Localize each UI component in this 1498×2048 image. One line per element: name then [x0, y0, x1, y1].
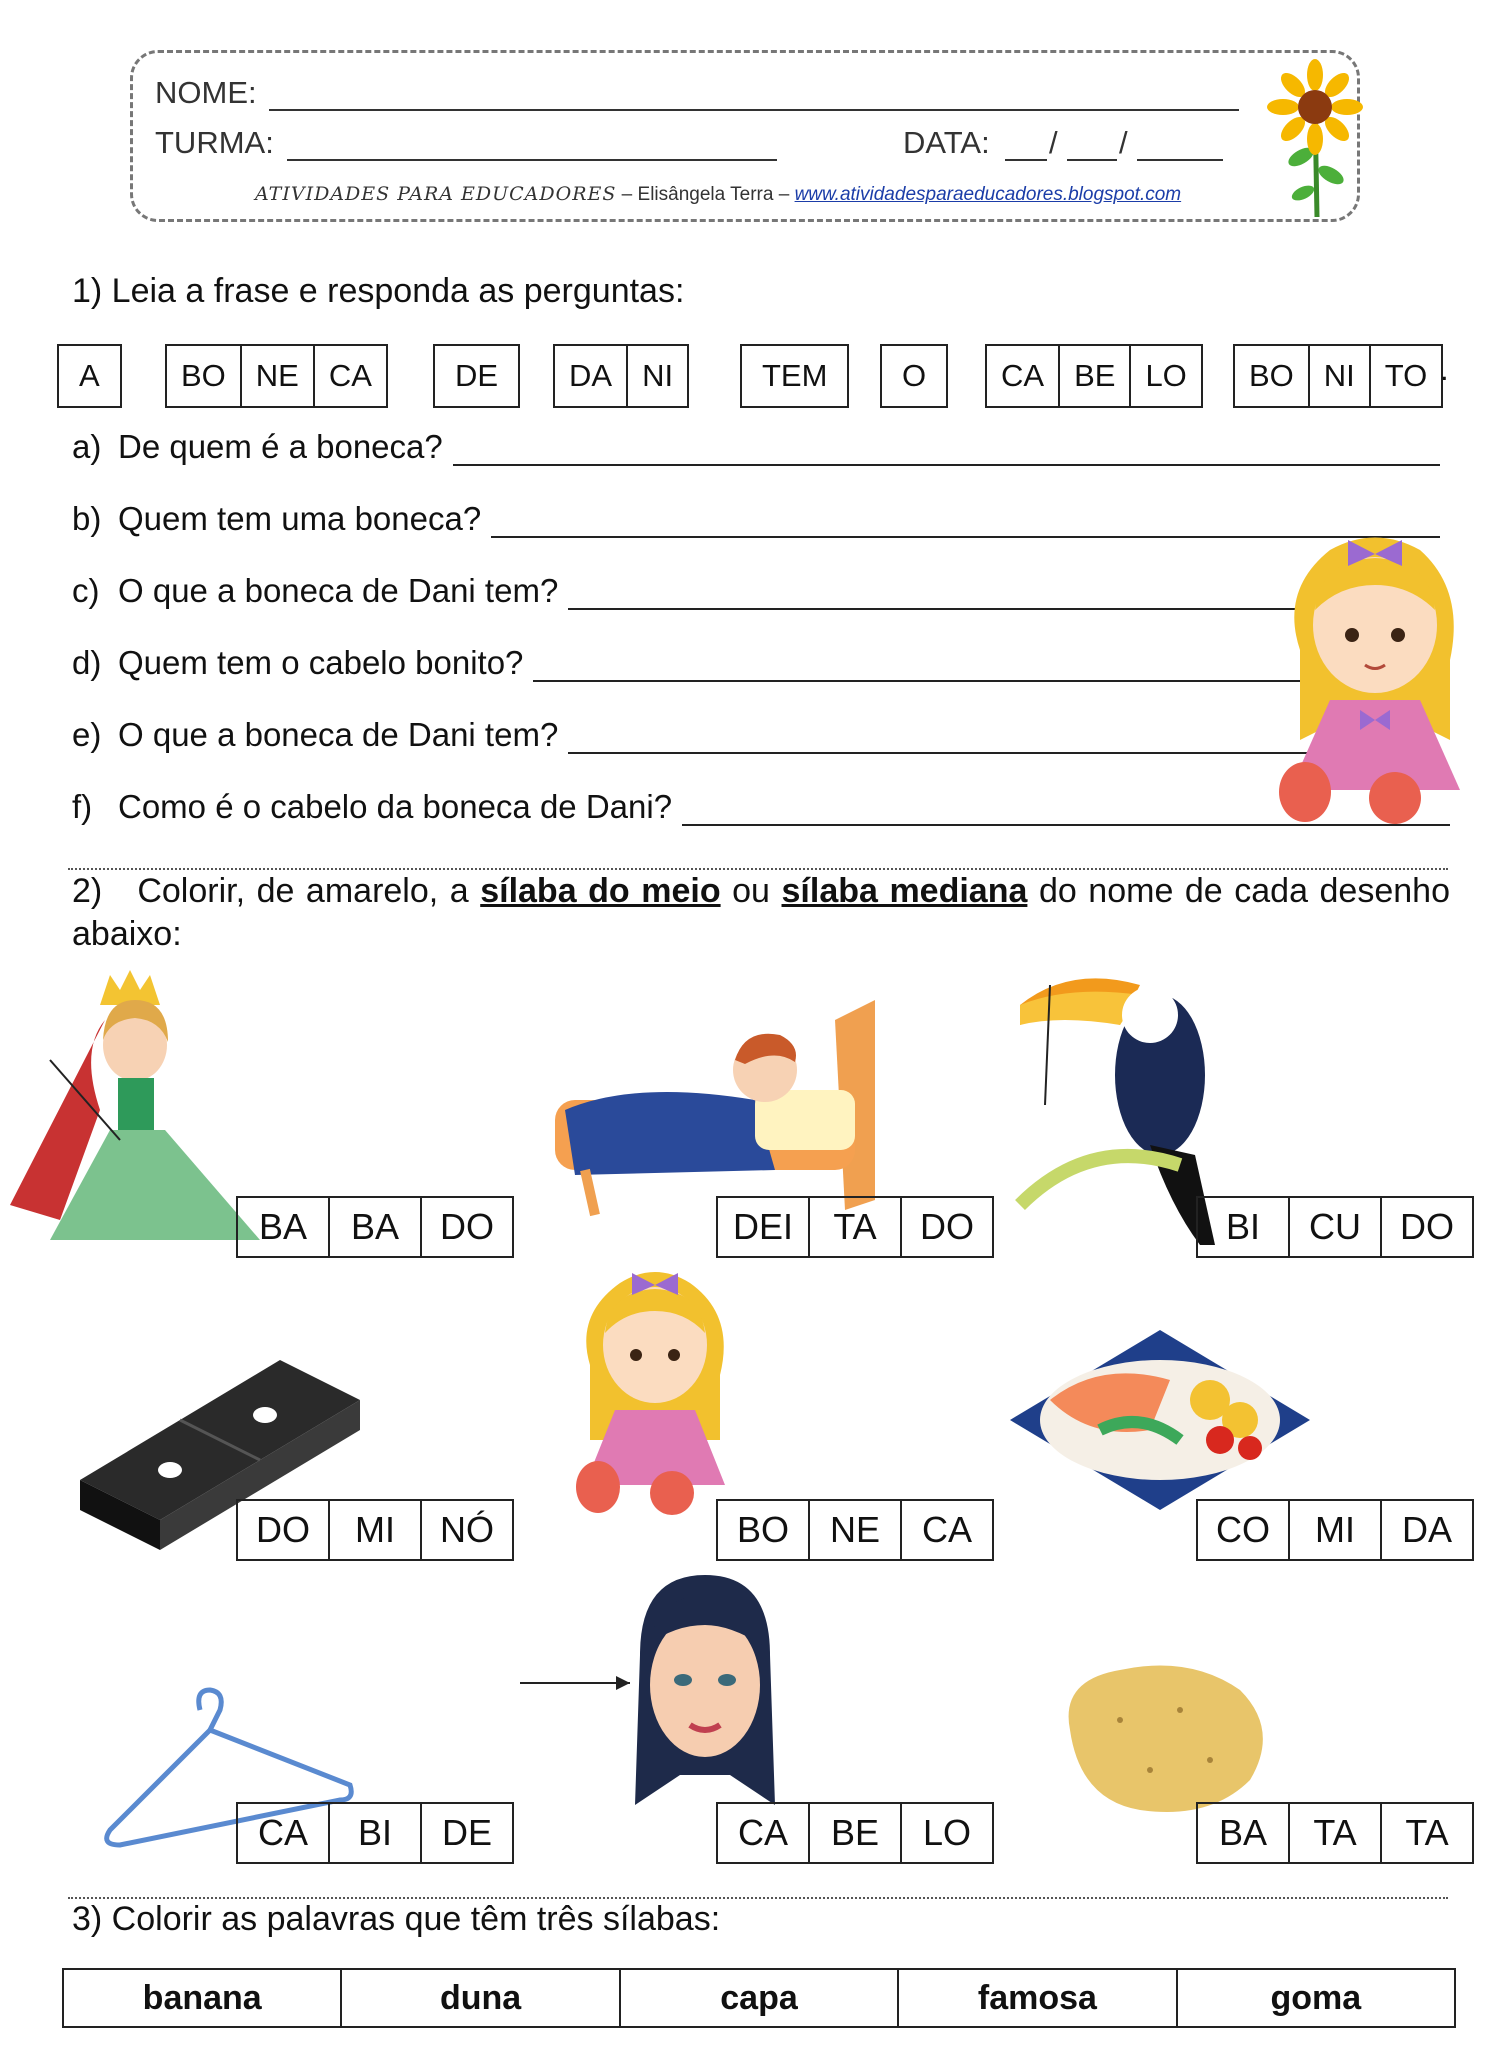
hanger-syllable-box [236, 1802, 514, 1864]
syllable-cell[interactable]: BA [258, 1206, 308, 1247]
syllable-cell: A [79, 358, 100, 393]
syllable-cell[interactable]: BI [328, 1804, 420, 1862]
question-text: De quem é a boneca? [118, 428, 443, 465]
syllable-cell: DE [455, 358, 499, 393]
data-sep: / [1049, 125, 1058, 160]
syllable-cell: O [902, 358, 927, 393]
answer-line[interactable] [682, 824, 1450, 826]
doll-icon [1260, 530, 1490, 820]
turma-field[interactable] [287, 159, 777, 161]
header-box [130, 50, 1360, 222]
credit-link[interactable]: www.atividadesparaeducadores.blogspot.com [794, 184, 1182, 205]
doll-icon [560, 1265, 750, 1515]
doll-syllable-box [716, 1499, 994, 1561]
word-cell[interactable]: famosa [897, 1970, 1175, 2026]
question-text: O que a boneca de Dani tem? [118, 716, 559, 753]
syllable-cell: CA [313, 346, 386, 406]
domino-syllable-box [236, 1499, 514, 1561]
question-row [72, 428, 443, 466]
syllable-cell[interactable]: DE [420, 1804, 512, 1862]
princess-syllable-box [236, 1196, 514, 1258]
syllable-group [740, 344, 849, 408]
syllable-cell[interactable]: MI [328, 1501, 420, 1559]
q3-title: 3) Colorir as palavras que têm três sílabas: [72, 1900, 721, 1938]
word-cell[interactable]: goma [1176, 1970, 1454, 2026]
question-row [72, 644, 523, 682]
answer-line[interactable] [453, 464, 1440, 466]
syllable-cell[interactable]: BA [328, 1198, 420, 1256]
answer-line[interactable] [568, 608, 1335, 610]
data-sep: / [1119, 125, 1128, 160]
syllable-cell: DA [569, 358, 613, 393]
syllable-cell: BO [1249, 358, 1294, 393]
sleeping-boy-icon [545, 1000, 890, 1215]
question-row [72, 788, 672, 826]
syllable-cell[interactable]: DA [1380, 1501, 1472, 1559]
q3-word-table [62, 1968, 1456, 2028]
syllable-cell[interactable]: BI [1225, 1206, 1260, 1247]
nome-label: NOME: [155, 75, 257, 110]
syllable-cell[interactable]: CA [900, 1501, 992, 1559]
syllable-group [165, 344, 388, 408]
question-text: Quem tem uma boneca? [118, 500, 482, 537]
syllable-cell[interactable]: TA [1380, 1804, 1472, 1862]
q2-title [72, 870, 1450, 956]
syllable-cell[interactable]: DO [420, 1198, 512, 1256]
potato-syllable-box [1196, 1802, 1474, 1864]
data-year-field[interactable] [1137, 159, 1223, 161]
answer-line[interactable] [533, 680, 1335, 682]
q2-bold-1: sílaba do meio [480, 872, 721, 910]
q2-text-2: ou [732, 872, 770, 910]
syllable-cell[interactable]: LO [900, 1804, 992, 1862]
syllable-cell: BE [1058, 346, 1129, 406]
credit-author: – Elisângela Terra – [616, 184, 795, 205]
syllable-cell[interactable]: DEI [732, 1206, 793, 1247]
syllable-group [57, 344, 122, 408]
syllable-cell: TEM [762, 358, 828, 393]
toucan-syllable-box [1196, 1196, 1474, 1258]
question-text: Quem tem o cabelo bonito? [118, 644, 524, 681]
food-plate-icon [1010, 1330, 1310, 1520]
data-day-field[interactable] [1005, 159, 1047, 161]
question-number: e) [72, 716, 102, 753]
q2-text-1: Colorir, de amarelo, a [137, 872, 469, 910]
question-row [72, 500, 481, 538]
syllable-cell[interactable]: CA [737, 1812, 788, 1853]
question-text: O que a boneca de Dani tem? [118, 572, 559, 609]
q2-num: 2) [72, 872, 103, 910]
syllable-cell[interactable]: CO [1216, 1509, 1270, 1550]
data-label: DATA: [903, 125, 990, 160]
woman-hair-syllable-box [716, 1802, 994, 1864]
question-text: Como é o cabelo da boneca de Dani? [118, 788, 673, 825]
question-number: d) [72, 644, 102, 681]
question-row [72, 716, 558, 754]
syllable-cell[interactable]: DO [1380, 1198, 1472, 1256]
credit-line [255, 183, 1181, 206]
sentence-period: . [1440, 352, 1449, 387]
syllable-cell[interactable]: DO [900, 1198, 992, 1256]
syllable-group [1233, 344, 1443, 408]
syllable-cell: LO [1129, 346, 1200, 406]
q2-text-3: do nome de cada desenho abaixo: [72, 872, 1450, 953]
syllable-cell: NI [1308, 346, 1369, 406]
credit-brand: ATIVIDADES PARA EDUCADORES [255, 183, 617, 205]
data-month-field[interactable] [1067, 159, 1117, 161]
syllable-group [880, 344, 948, 408]
syllable-cell: TO [1369, 346, 1442, 406]
syllable-cell[interactable]: TA [1288, 1804, 1380, 1862]
question-row [72, 572, 558, 610]
princess-icon [10, 960, 260, 1240]
word-cell[interactable]: banana [142, 1978, 262, 2017]
turma-label: TURMA: [155, 125, 274, 160]
nome-field[interactable] [269, 109, 1239, 111]
question-number: c) [72, 572, 100, 609]
syllable-cell: NE [240, 346, 313, 406]
question-number: b) [72, 500, 102, 537]
sunflower-icon [1275, 57, 1357, 217]
answer-line[interactable] [568, 752, 1335, 754]
syllable-cell[interactable]: BE [808, 1804, 900, 1862]
syllable-group [553, 344, 689, 408]
syllable-cell: NI [626, 346, 687, 406]
syllable-cell: CA [1001, 358, 1045, 393]
syllable-cell[interactable]: DO [256, 1509, 310, 1550]
woman-hair-icon [520, 1575, 800, 1805]
syllable-cell[interactable]: NE [808, 1501, 900, 1559]
syllable-cell: BO [181, 358, 226, 393]
q2-bold-2: sílaba mediana [781, 872, 1028, 910]
q1-title: 1) Leia a frase e responda as perguntas: [72, 272, 685, 310]
question-number: f) [72, 788, 93, 825]
syllable-group [433, 344, 520, 408]
syllable-cell[interactable]: MI [1288, 1501, 1380, 1559]
syllable-group [985, 344, 1203, 408]
potato-icon [1050, 1660, 1270, 1820]
sleeping-boy-syllable-box [716, 1196, 994, 1258]
syllable-cell[interactable]: BA [1218, 1812, 1268, 1853]
syllable-cell[interactable]: BO [736, 1509, 789, 1550]
question-number: a) [72, 428, 102, 465]
syllable-cell[interactable]: TA [808, 1198, 900, 1256]
word-cell[interactable]: duna [340, 1970, 618, 2026]
syllable-cell[interactable]: CU [1288, 1198, 1380, 1256]
syllable-cell[interactable]: NÓ [420, 1501, 512, 1559]
syllable-cell[interactable]: CA [257, 1812, 308, 1853]
separator [68, 1897, 1448, 1899]
food-plate-syllable-box [1196, 1499, 1474, 1561]
word-cell[interactable]: capa [619, 1970, 897, 2026]
